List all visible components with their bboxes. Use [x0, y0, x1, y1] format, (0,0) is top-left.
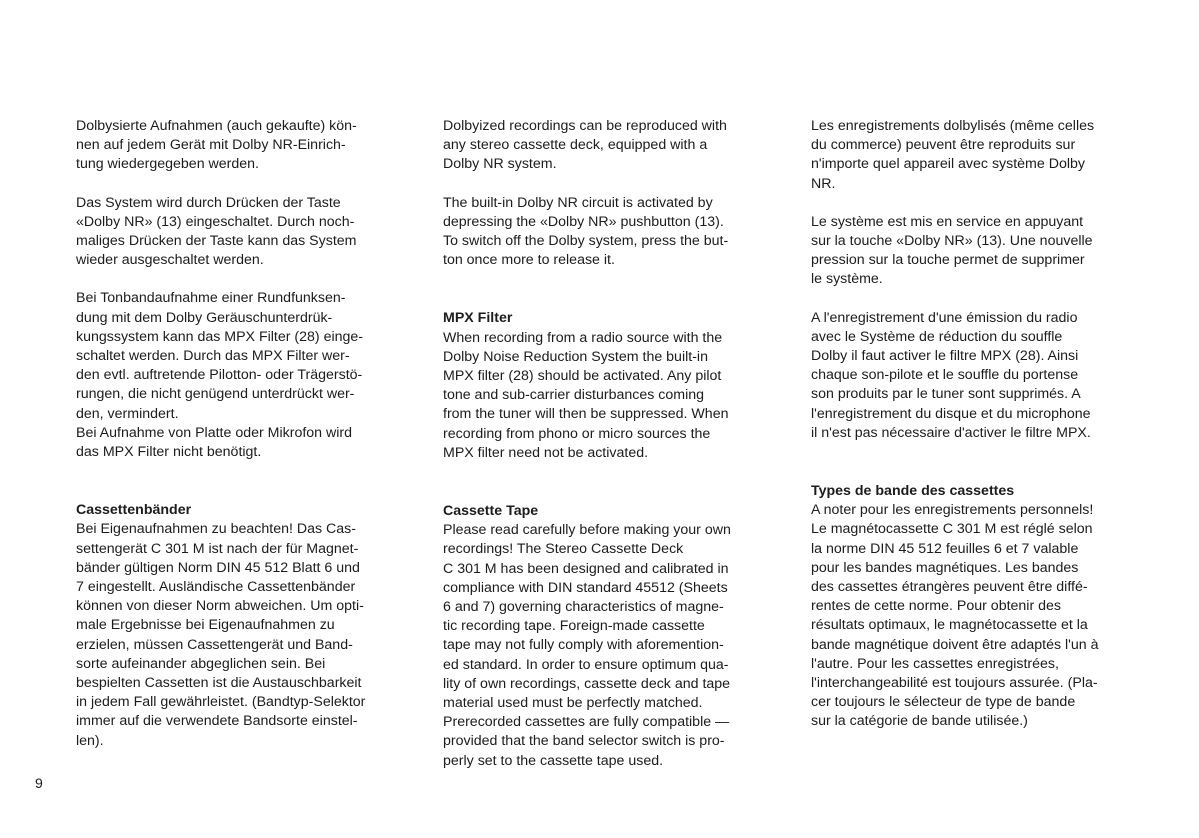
german-heading-cassettes: Cassettenbänder [76, 502, 192, 519]
french-column [811, 117, 1146, 732]
english-paragraph-cassette-tape: Please read carefully before making your own recordings! The Stereo Cassette Deck C 301 M has been designed and calibrated in compliance with DIN standard 45512 (Sheets 6 and 7) governing characteristics of magne- tic recording tape. Foreign-made cassette tape may not fully comply with aforemention- ed standard. In order to ensure optimum qua- lity of own recordings, cassette deck and tape material used must be perfectly matched. Prerecorded cassettes are fully compatible — provided that the band selector switch is pro- perly set to the cassette tape used. [443, 522, 731, 769]
page-number: 9 [35, 775, 43, 791]
english-heading-cassette-tape: Cassette Tape [443, 503, 539, 520]
french-paragraph-cassette-types: A noter pour les enregistrements personnels! Le magnétocassette C 301 M est réglé selon la norme DIN 45 512 feuilles 6 et 7 valable pour les bandes magnétiques. Les bandes des cassettes étrangères peuvent être diffé- rentes de cette norme. Pour obtenir des résultats optimaux, le magnétocassette et la bande magnétique doivent être adaptés l'un à l'autre. Pour les cassettes enregistrées, l'interchangeabilité est toujours assurée. (Pla- cer toujours le sélecteur de type de bande sur la catégorie de bande utilisée.) [811, 502, 1099, 730]
german-column [76, 117, 416, 751]
german-paragraph-cassettes: Bei Eigenaufnahmen zu beachten! Das Cas- settengerät C 301 M ist nach der für Magnet- bänder gültigen Norm DIN 45 512 Blatt 6 und 7 eingestellt. Ausländische Cassettenbänder können von dieser Norm abweichen. Um opti- male Ergebnisse bei Eigenaufnahmen zu erzielen, müssen Cassettengerät und Band- sorte aufeinander abgeglichen sein. Bei bespielten Cassetten ist die Austauschbarkeit in jedem Fall gewährleistet. (Bandtyp-Selektor immer auf die verwendete Bandsorte einstel- len). [76, 521, 366, 749]
english-column [443, 117, 783, 771]
french-paragraph-dolby-switch: Le système est mis en service en appuyant sur la touche «Dolby NR» (13). Une nouvelle pression sur la touche permet de supprimer le système. [811, 213, 1093, 288]
french-paragraph-mpx-filter: A l'enregistrement d'une émission du radio avec le Système de réduction du souffle Dolby il faut activer le filtre MPX (28). Ainsi chaque son-pilote et le souffle du portense son produits par le tuner sont supprimés. A l'enregistrement du disque et du microphone il n'est pas nécessaire d'activer le filtre MPX. [811, 309, 1091, 441]
german-paragraph-mpx-filter: Bei Tonbandaufnahme einer Rundfunksen- dung mit dem Dolby Geräuschunterdrük- kungssystem kann das MPX Filter (28) einge- schaltet werden. Durch das MPX Filter wer- den evtl. auftretende Pilotton- oder Trägerstö- rungen, die nicht genügend unterdrückt wer- den, vermindert. Bei Aufnahme von Platte oder Mikrofon wird das MPX Filter nicht benötigt. [76, 290, 364, 461]
english-paragraph-mpx-filter: When recording from a radio source with the Dolby Noise Reduction System the built-in MPX filter (28) should be activated. Any pilot tone and sub-carrier disturbances coming from the tuner will then be suppressed. When recording from phono or micro sources the MPX filter need not be activated. [443, 329, 729, 461]
german-paragraph-dolby-playback: Dolbysierte Aufnahmen (auch gekaufte) kön- nen auf jedem Gerät mit Dolby NR-Einrich- tung wiedergegeben werden. [76, 118, 357, 173]
english-paragraph-dolby-playback: Dolbyized recordings can be reproduced with any stereo cassette deck, equipped with a Dolby NR system. [443, 118, 727, 173]
german-paragraph-dolby-switch: Das System wird durch Drücken der Taste «Dolby NR» (13) eingeschaltet. Durch noch- maliges Drücken der Taste kann das System wieder ausgeschaltet werden. [76, 194, 357, 269]
english-paragraph-dolby-switch: The built-in Dolby NR circuit is activated by depressing the «Dolby NR» pushbutton (13). To switch off the Dolby system, press the but- ton once more to release it. [443, 194, 729, 269]
english-heading-mpx-filter: MPX Filter [443, 310, 513, 327]
french-heading-cassette-types: Types de bande des cassettes [811, 483, 1015, 500]
french-paragraph-dolby-playback: Les enregistrements dolbylisés (même celles du commerce) peuvent être reproduits sur n'importe quel appareil avec système Dolby NR. [811, 118, 1095, 192]
